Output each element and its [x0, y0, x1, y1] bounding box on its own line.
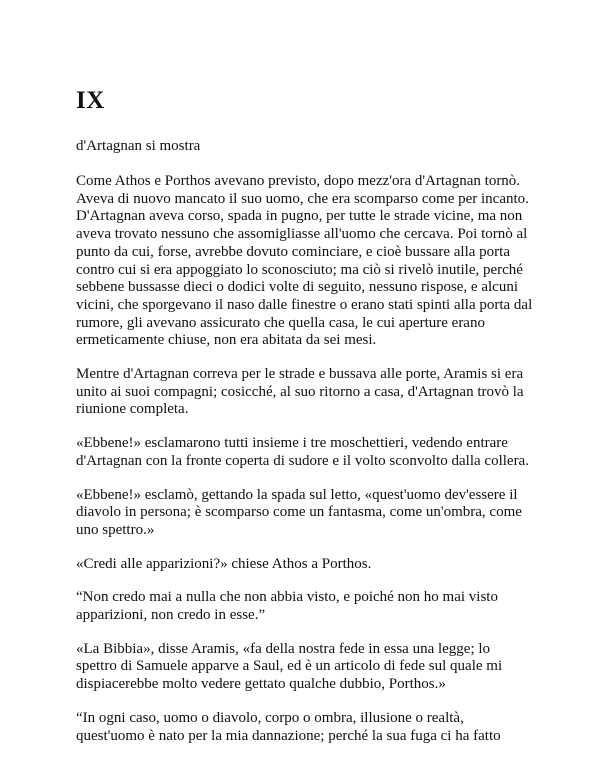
- paragraph: «Ebbene!» esclamarono tutti insieme i tre moschettieri, vedendo entrare d'Artagnan con la fronte coperta di sudore e il volto sconvolto dalla collera.: [76, 435, 529, 469]
- chapter-number: IX: [76, 87, 105, 114]
- document-page: [76, 86, 546, 761]
- paragraph: Come Athos e Porthos avevano previsto, dopo mezz'ora d'Artagnan tornò. Aveva di nuovo mancato il suo uomo, che era scomparso come per incanto. D'Artagnan aveva corso, spada in pugno, per tutte le strade vicine, ma non aveva trovato nessuno che assomigliasse all'uomo che cercava. Poi tornò al punto da cui, forse, avrebbe dovuto cominciare, e cioè bussare alla porta contro cui si era appoggiato lo sconosciuto; ma ciò si rivelò inutile, perché sebbene bussasse dieci o dodici volte di seguito, nessuno rispose, e alcuni vicini, che sporgevano il naso dalle finestre o erano stati spinti alla porta dal rumore, gli avevano assicurato che quella casa, le cui aperture erano ermeticamente chiuse, non era abitata da sei mesi.: [76, 173, 533, 349]
- paragraph: “In ogni caso, uomo o diavolo, corpo o ombra, illusione o realtà, quest'uomo è nato per la mia dannazione; perché la sua fuga ci ha fatto: [76, 709, 501, 744]
- paragraph: «Ebbene!» esclamò, gettando la spada sul letto, «quest'uomo dev'essere il diavolo in persona; è scomparso come un fantasma, come un'ombra, come uno spettro.»: [76, 486, 522, 538]
- paragraph: “Non credo mai a nulla che non abbia visto, e poiché non ho mai visto apparizioni, non credo in esse.”: [76, 589, 498, 624]
- paragraph: «Credi alle apparizioni?» chiese Athos a Porthos.: [76, 555, 372, 572]
- paragraph: «La Bibbia», disse Aramis, «fa della nostra fede in essa una legge; lo spettro di Samuele apparve a Saul, ed è un articolo di fede sul quale mi dispiacerebbe molto vedere gettato qualche dubbio, Porthos.»: [76, 640, 503, 693]
- chapter-title: d'Artagnan si mostra: [76, 138, 201, 154]
- paragraph: Mentre d'Artagnan correva per le strade e bussava alle porte, Aramis si era unito ai suoi compagni; cosicché, al suo ritorno a casa, d'Artagnan trovò la riunione completa.: [76, 366, 524, 418]
